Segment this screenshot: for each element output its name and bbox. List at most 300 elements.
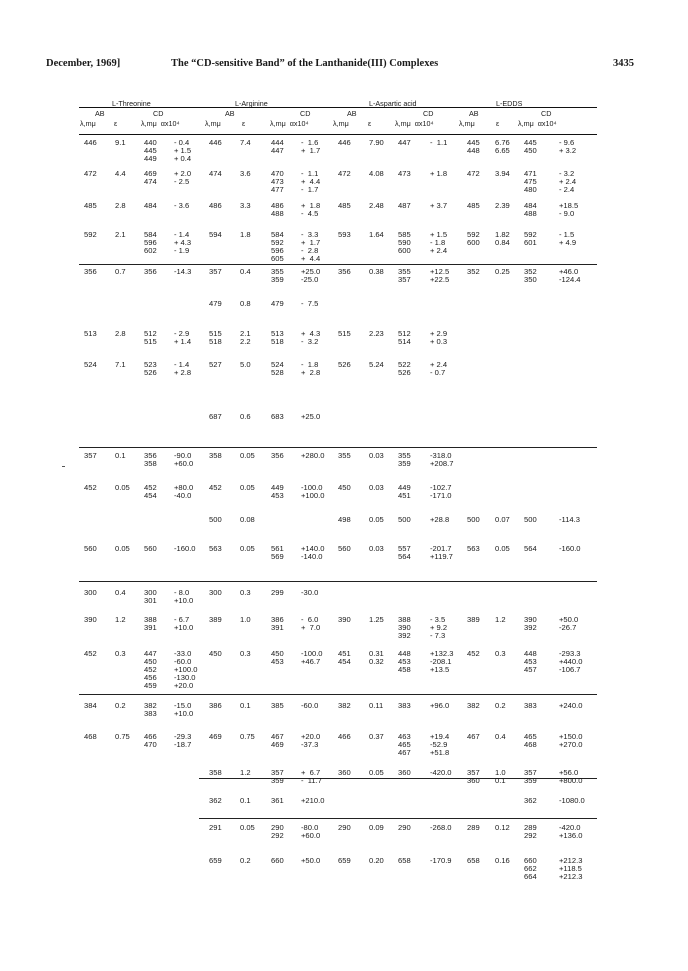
table-cell: +18.5 - 9.0	[559, 201, 579, 218]
table-cell: +96.0	[430, 701, 450, 710]
table-cell: 0.05	[240, 451, 255, 460]
table-cell: - 1.8 + 2.8	[301, 360, 321, 377]
table-cell: 0.05	[369, 515, 384, 524]
table-cell: 300 301	[144, 588, 157, 605]
sub-header: ε	[496, 119, 500, 128]
table-cell: 467	[467, 732, 480, 741]
table-cell: -160.0	[174, 544, 196, 553]
table-cell: 382	[338, 701, 351, 710]
table-cell: 356	[271, 451, 284, 460]
table-cell: 500	[467, 515, 480, 524]
table-cell: +25.0	[301, 412, 321, 421]
table-cell: 527	[209, 360, 222, 369]
table-cell: 452	[467, 649, 480, 658]
table-cell: 2.8	[115, 329, 126, 338]
table-cell: -201.7 +119.7	[430, 544, 453, 561]
table-cell: 444 447	[271, 138, 284, 155]
table-cell: -420.0	[430, 768, 452, 777]
table-cell: -1080.0	[559, 796, 585, 805]
table-cell: 360	[338, 768, 351, 777]
table-cell: 1.25	[369, 615, 384, 624]
table-cell: -100.0 +100.0	[301, 483, 325, 500]
table-rule	[79, 264, 597, 265]
table-cell: 447 450 452 456 459	[144, 649, 157, 690]
table-cell: 390	[338, 615, 351, 624]
table-cell: 469	[209, 732, 222, 741]
table-rule	[79, 447, 597, 448]
table-cell: +240.0	[559, 701, 583, 710]
table-cell: 389	[467, 615, 480, 624]
table-cell: -60.0	[301, 701, 319, 710]
table-cell: 7.4	[240, 138, 251, 147]
table-cell: 658	[467, 856, 480, 865]
table-cell: 452	[84, 649, 97, 658]
table-rule	[199, 778, 597, 779]
table-cell: 0.2	[115, 701, 126, 710]
margin-mark	[62, 466, 65, 467]
table-cell: 300	[84, 588, 97, 597]
table-cell: 0.1	[240, 796, 251, 805]
table-cell: - 1.4 + 2.8	[174, 360, 192, 377]
table-cell: 0.3	[240, 588, 251, 597]
table-cell: 2.1 2.2	[240, 329, 251, 346]
ab-label: AB	[95, 109, 105, 118]
table-cell: -90.0 +60.0	[174, 451, 194, 468]
table-cell: 592 601	[524, 230, 537, 247]
table-cell: +140.0 -140.0	[301, 544, 325, 561]
table-cell: 357 359	[524, 768, 537, 785]
table-cell: 0.38	[369, 267, 384, 276]
sub-header: λ,mμ αx10⁴	[518, 119, 557, 128]
ab-label: AB	[225, 109, 235, 118]
table-cell: 9.1	[115, 138, 126, 147]
table-cell: -293.3 +440.0 -106.7	[559, 649, 583, 674]
table-cell: 440 445 449	[144, 138, 157, 163]
table-cell: 479	[209, 299, 222, 308]
table-cell: 557 564	[398, 544, 411, 561]
table-cell: 0.31 0.32	[369, 649, 384, 666]
table-cell: 485	[338, 201, 351, 210]
table-cell: 522 526	[398, 360, 411, 377]
table-cell: 383	[524, 701, 537, 710]
table-cell: - 3.2 + 2.4 - 2.4	[559, 169, 577, 194]
table-cell: 388 391	[144, 615, 157, 632]
table-cell: 0.1	[115, 451, 126, 460]
table-cell: 561 569	[271, 544, 284, 561]
table-cell: 0.03	[369, 544, 384, 553]
table-cell: 289 292	[524, 823, 537, 840]
table-cell: 0.1	[240, 701, 251, 710]
table-cell: 0.3	[240, 649, 251, 658]
table-cell: 0.3	[115, 649, 126, 658]
table-cell: 659	[338, 856, 351, 865]
table-cell: 469 474	[144, 169, 157, 186]
table-cell: 5.24	[369, 360, 384, 369]
table-cell: 450	[338, 483, 351, 492]
table-cell: 2.48	[369, 201, 384, 210]
table-cell: 448 453 458	[398, 649, 411, 674]
table-cell: + 1.5 - 1.8 + 2.4	[430, 230, 448, 255]
group-header: L-Threonine	[112, 99, 151, 108]
table-cell: + 1.8 - 4.5	[301, 201, 321, 218]
table-cell: 385	[271, 701, 284, 710]
sub-header: λ,mμ αx10⁴	[395, 119, 434, 128]
table-cell: +80.0 -40.0	[174, 483, 194, 500]
table-cell: 3.3	[240, 201, 251, 210]
table-cell: 452	[209, 483, 222, 492]
table-cell: -30.0	[301, 588, 319, 597]
table-cell: 0.4	[115, 588, 126, 597]
table-cell: 560	[84, 544, 97, 553]
table-cell: 660	[271, 856, 284, 865]
sub-header: λ,mμ	[80, 119, 96, 128]
sub-header: ε	[114, 119, 118, 128]
table-cell: 484 488	[524, 201, 537, 218]
table-cell: 448 453 457	[524, 649, 537, 674]
table-cell: 4.08	[369, 169, 384, 178]
table-cell: 563	[467, 544, 480, 553]
table-cell: 362	[209, 796, 222, 805]
table-cell: 4.4	[115, 169, 126, 178]
table-cell: 486	[209, 201, 222, 210]
table-cell: -15.0 +10.0	[174, 701, 194, 718]
table-cell: 0.7	[115, 267, 126, 276]
header-title: The “CD-sensitive Band” of the Lanthanide(III) Complexes	[171, 58, 439, 69]
table-cell: +25.0 -25.0	[301, 267, 321, 284]
table-cell: 500	[398, 515, 411, 524]
table-cell: +50.0 -26.7	[559, 615, 579, 632]
table-cell: 500	[524, 515, 537, 524]
table-cell: -100.0 +46.7	[301, 649, 323, 666]
table-cell: 357 359	[271, 768, 284, 785]
table-cell: 389	[209, 615, 222, 624]
table-cell: 474	[209, 169, 222, 178]
table-cell: 0.75	[240, 732, 255, 741]
table-cell: - 6.7 +10.0	[174, 615, 194, 632]
table-cell: 445 448	[467, 138, 480, 155]
table-cell: 0.12	[495, 823, 510, 832]
table-cell: 0.07	[495, 515, 510, 524]
table-cell: 683	[271, 412, 284, 421]
table-rule	[79, 694, 597, 695]
table-cell: 355 357	[398, 267, 411, 284]
table-cell: - 1.6 + 1.7	[301, 138, 321, 155]
table-cell: 2.23	[369, 329, 384, 338]
table-cell: - 7.5	[301, 299, 319, 308]
table-cell: 446	[209, 138, 222, 147]
table-cell: 449 453	[271, 483, 284, 500]
table-cell: 524 528	[271, 360, 284, 377]
table-cell: +28.8	[430, 515, 450, 524]
table-cell: 452 454	[144, 483, 157, 500]
group-header: L-Arginine	[235, 99, 268, 108]
table-cell: 0.75	[115, 732, 130, 741]
table-cell: 358	[209, 768, 222, 777]
running-header	[0, 58, 688, 72]
table-cell: 0.08	[240, 515, 255, 524]
table-cell: 452	[84, 483, 97, 492]
table-cell: 524	[84, 360, 97, 369]
table-cell: - 6.0 + 7.0	[301, 615, 321, 632]
table-cell: 357 360	[467, 768, 480, 785]
group-header: L-EDDS	[496, 99, 523, 108]
table-cell: - 1.1	[430, 138, 448, 147]
table-cell: 484	[144, 201, 157, 210]
table-cell: 360	[398, 768, 411, 777]
table-cell: 472	[338, 169, 351, 178]
cd-label: CD	[300, 109, 311, 118]
table-cell: 0.05	[115, 544, 130, 553]
table-cell: + 1.8	[430, 169, 448, 178]
cd-label: CD	[153, 109, 164, 118]
table-cell: - 1.5 + 4.9	[559, 230, 577, 247]
table-cell: - 2.9 + 1.4	[174, 329, 192, 346]
table-cell: 0.05	[240, 544, 255, 553]
table-cell: + 2.0 - 2.5	[174, 169, 192, 186]
table-cell: +50.0	[301, 856, 321, 865]
table-cell: 386 391	[271, 615, 284, 632]
table-cell: 463 465 467	[398, 732, 411, 757]
table-cell: 465 468	[524, 732, 537, 749]
table-cell: - 3.5 + 9.2 - 7.3	[430, 615, 448, 640]
table-cell: 500	[209, 515, 222, 524]
sub-header: λ,mμ αx10⁴	[141, 119, 180, 128]
table-cell: 356 358	[144, 451, 157, 468]
table-cell: 382	[467, 701, 480, 710]
table-cell: -268.0	[430, 823, 452, 832]
table-cell: + 6.7 - 11.7	[301, 768, 322, 785]
table-cell: 466 470	[144, 732, 157, 749]
table-cell: 0.2	[495, 701, 506, 710]
table-cell: 560	[144, 544, 157, 553]
table-cell: 659	[209, 856, 222, 865]
table-cell: 355 359	[271, 267, 284, 284]
table-cell: +150.0 +270.0	[559, 732, 583, 749]
table-cell: 450 453	[271, 649, 284, 666]
table-cell: +210.0	[301, 796, 325, 805]
table-cell: 0.05	[240, 823, 255, 832]
table-cell: 473	[398, 169, 411, 178]
table-cell: 1.64	[369, 230, 384, 239]
table-cell: - 8.0 +10.0	[174, 588, 194, 605]
table-cell: +20.0 -37.3	[301, 732, 321, 749]
table-cell: 513 518	[271, 329, 284, 346]
table-cell: 290	[338, 823, 351, 832]
table-cell: 445 450	[524, 138, 537, 155]
table-cell: 0.05	[115, 483, 130, 492]
table-cell: 479	[271, 299, 284, 308]
table-cell: 0.8	[240, 299, 251, 308]
table-cell: 0.05	[369, 768, 384, 777]
table-cell: - 3.6	[174, 201, 190, 210]
table-cell: 0.09	[369, 823, 384, 832]
table-cell: 356	[84, 267, 97, 276]
table-cell: +132.3 -208.1 +13.5	[430, 649, 454, 674]
table-cell: 485	[84, 201, 97, 210]
table-cell: -420.0 +136.0	[559, 823, 583, 840]
cd-label: CD	[541, 109, 552, 118]
table-cell: 0.03	[369, 451, 384, 460]
table-cell: -114.3	[559, 515, 580, 524]
table-cell: 0.4	[240, 267, 251, 276]
sub-header: λ,mμ	[333, 119, 349, 128]
table-cell: 1.82 0.84	[495, 230, 510, 247]
table-cell: 487	[398, 201, 411, 210]
table-cell: 3.6	[240, 169, 251, 178]
table-cell: -160.0	[559, 544, 581, 553]
table-cell: 450	[209, 649, 222, 658]
table-cell: 449 451	[398, 483, 411, 500]
table-cell: 358	[209, 451, 222, 460]
table-cell: 390 392	[524, 615, 537, 632]
table-cell: 382 383	[144, 701, 157, 718]
table-cell: 0.05	[240, 483, 255, 492]
table-cell: 560	[338, 544, 351, 553]
table-cell: 388 390 392	[398, 615, 411, 640]
cd-label: CD	[423, 109, 434, 118]
table-cell: - 1.4 + 4.3 - 1.9	[174, 230, 192, 255]
table-cell: 1.8	[240, 230, 251, 239]
table-cell: 1.2	[495, 615, 506, 624]
table-cell: 352	[467, 267, 480, 276]
table-cell: 356	[338, 267, 351, 276]
table-cell: + 3.7	[430, 201, 448, 210]
table-cell: 523 526	[144, 360, 157, 377]
table-cell: - 0.4 + 1.5 + 0.4	[174, 138, 192, 163]
table-cell: 1.2	[115, 615, 126, 624]
table-cell: 352 350	[524, 267, 537, 284]
table-cell: 585 590 600	[398, 230, 411, 255]
table-cell: 290	[398, 823, 411, 832]
table-cell: 7.1	[115, 360, 126, 369]
table-cell: 592 600	[467, 230, 480, 247]
table-cell: 0.11	[369, 701, 384, 710]
table-cell: - 3.3 + 1.7 - 2.8 + 4.4	[301, 230, 321, 263]
table-cell: - 1.1 + 4.4 - 1.7	[301, 169, 321, 194]
table-cell: 594	[209, 230, 222, 239]
table-cell: 0.6	[240, 412, 251, 421]
table-rule	[199, 818, 597, 819]
table-cell: 470 473 477	[271, 169, 284, 194]
table-cell: 7.90	[369, 138, 384, 147]
table-cell: 660 662 664	[524, 856, 537, 881]
table-cell: 485	[467, 201, 480, 210]
sub-header: λ,mμ	[459, 119, 475, 128]
table-cell: 1.0	[240, 615, 251, 624]
table-cell: -102.7 -171.0	[430, 483, 452, 500]
table-cell: 2.39	[495, 201, 510, 210]
table-cell: 2.8	[115, 201, 126, 210]
table-cell: 0.2	[240, 856, 251, 865]
table-cell: 289	[467, 823, 480, 832]
table-cell: 451 454	[338, 649, 351, 666]
sub-header: λ,mμ αx10⁴	[270, 119, 309, 128]
table-cell: 0.37	[369, 732, 384, 741]
table-cell: 564	[524, 544, 537, 553]
table-cell: 593	[338, 230, 351, 239]
table-cell: 290 292	[271, 823, 284, 840]
table-cell: 471 475 480	[524, 169, 537, 194]
table-cell: 466	[338, 732, 351, 741]
table-cell: 0.05	[495, 544, 510, 553]
table-cell: 526	[338, 360, 351, 369]
ab-label: AB	[347, 109, 357, 118]
table-cell: 383	[398, 701, 411, 710]
table-cell: 357	[209, 267, 222, 276]
table-cell: 0.16	[495, 856, 510, 865]
table-cell: -318.0 +208.7	[430, 451, 454, 468]
table-cell: +280.0	[301, 451, 325, 460]
table-cell: 486 488	[271, 201, 284, 218]
table-cell: 300	[209, 588, 222, 597]
table-cell: 515	[338, 329, 351, 338]
table-cell: 584 596 602	[144, 230, 157, 255]
table-cell: 2.1	[115, 230, 126, 239]
table-cell: 472	[467, 169, 480, 178]
table-cell: 386	[209, 701, 222, 710]
table-cell: - 9.6 + 3.2	[559, 138, 577, 155]
table-cell: 355 359	[398, 451, 411, 468]
table-cell: 512 514	[398, 329, 411, 346]
sub-header: ε	[368, 119, 372, 128]
table-cell: 563	[209, 544, 222, 553]
table-cell: 468	[84, 732, 97, 741]
table-cell: 390	[84, 615, 97, 624]
table-cell: 0.20	[369, 856, 384, 865]
table-cell: + 2.4 - 0.7	[430, 360, 448, 377]
table-cell: + 4.3 - 3.2	[301, 329, 321, 346]
table-cell: 446	[338, 138, 351, 147]
table-cell: -29.3 -18.7	[174, 732, 192, 749]
table-cell: 1.2	[240, 768, 251, 777]
table-cell: 467 469	[271, 732, 284, 749]
table-cell: 6.76 6.65	[495, 138, 510, 155]
table-cell: +212.3 +118.5 +212.3	[559, 856, 583, 881]
table-cell: 0.4	[495, 732, 506, 741]
table-cell: 687	[209, 412, 222, 421]
ab-label: AB	[469, 109, 479, 118]
table-cell: 515 518	[209, 329, 222, 346]
group-header: L-Aspartic acid	[369, 99, 417, 108]
table-cell: 384	[84, 701, 97, 710]
table-cell: + 2.9 + 0.3	[430, 329, 448, 346]
table-cell: 361	[271, 796, 284, 805]
table-cell: 498	[338, 515, 351, 524]
table-cell: 355	[338, 451, 351, 460]
table-cell: 362	[524, 796, 537, 805]
table-cell: 357	[84, 451, 97, 460]
table-cell: +56.0 +800.0	[559, 768, 583, 785]
table-cell: 512 515	[144, 329, 157, 346]
table-cell: 5.0	[240, 360, 251, 369]
table-cell: 446	[84, 138, 97, 147]
table-cell: 0.3	[495, 649, 506, 658]
table-cell: 472	[84, 169, 97, 178]
table-cell: 584 592 596 605	[271, 230, 284, 263]
table-cell: 447	[398, 138, 411, 147]
table-cell: 3.94	[495, 169, 510, 178]
table-rule	[79, 134, 597, 135]
table-rule	[79, 581, 597, 582]
table-cell: 0.03	[369, 483, 384, 492]
header-date: December, 1969]	[46, 58, 121, 69]
table-cell: +46.0 -124.4	[559, 267, 581, 284]
table-cell: -14.3	[174, 267, 192, 276]
table-cell: 0.25	[495, 267, 510, 276]
table-cell: 299	[271, 588, 284, 597]
table-cell: 356	[144, 267, 157, 276]
table-cell: 658	[398, 856, 411, 865]
